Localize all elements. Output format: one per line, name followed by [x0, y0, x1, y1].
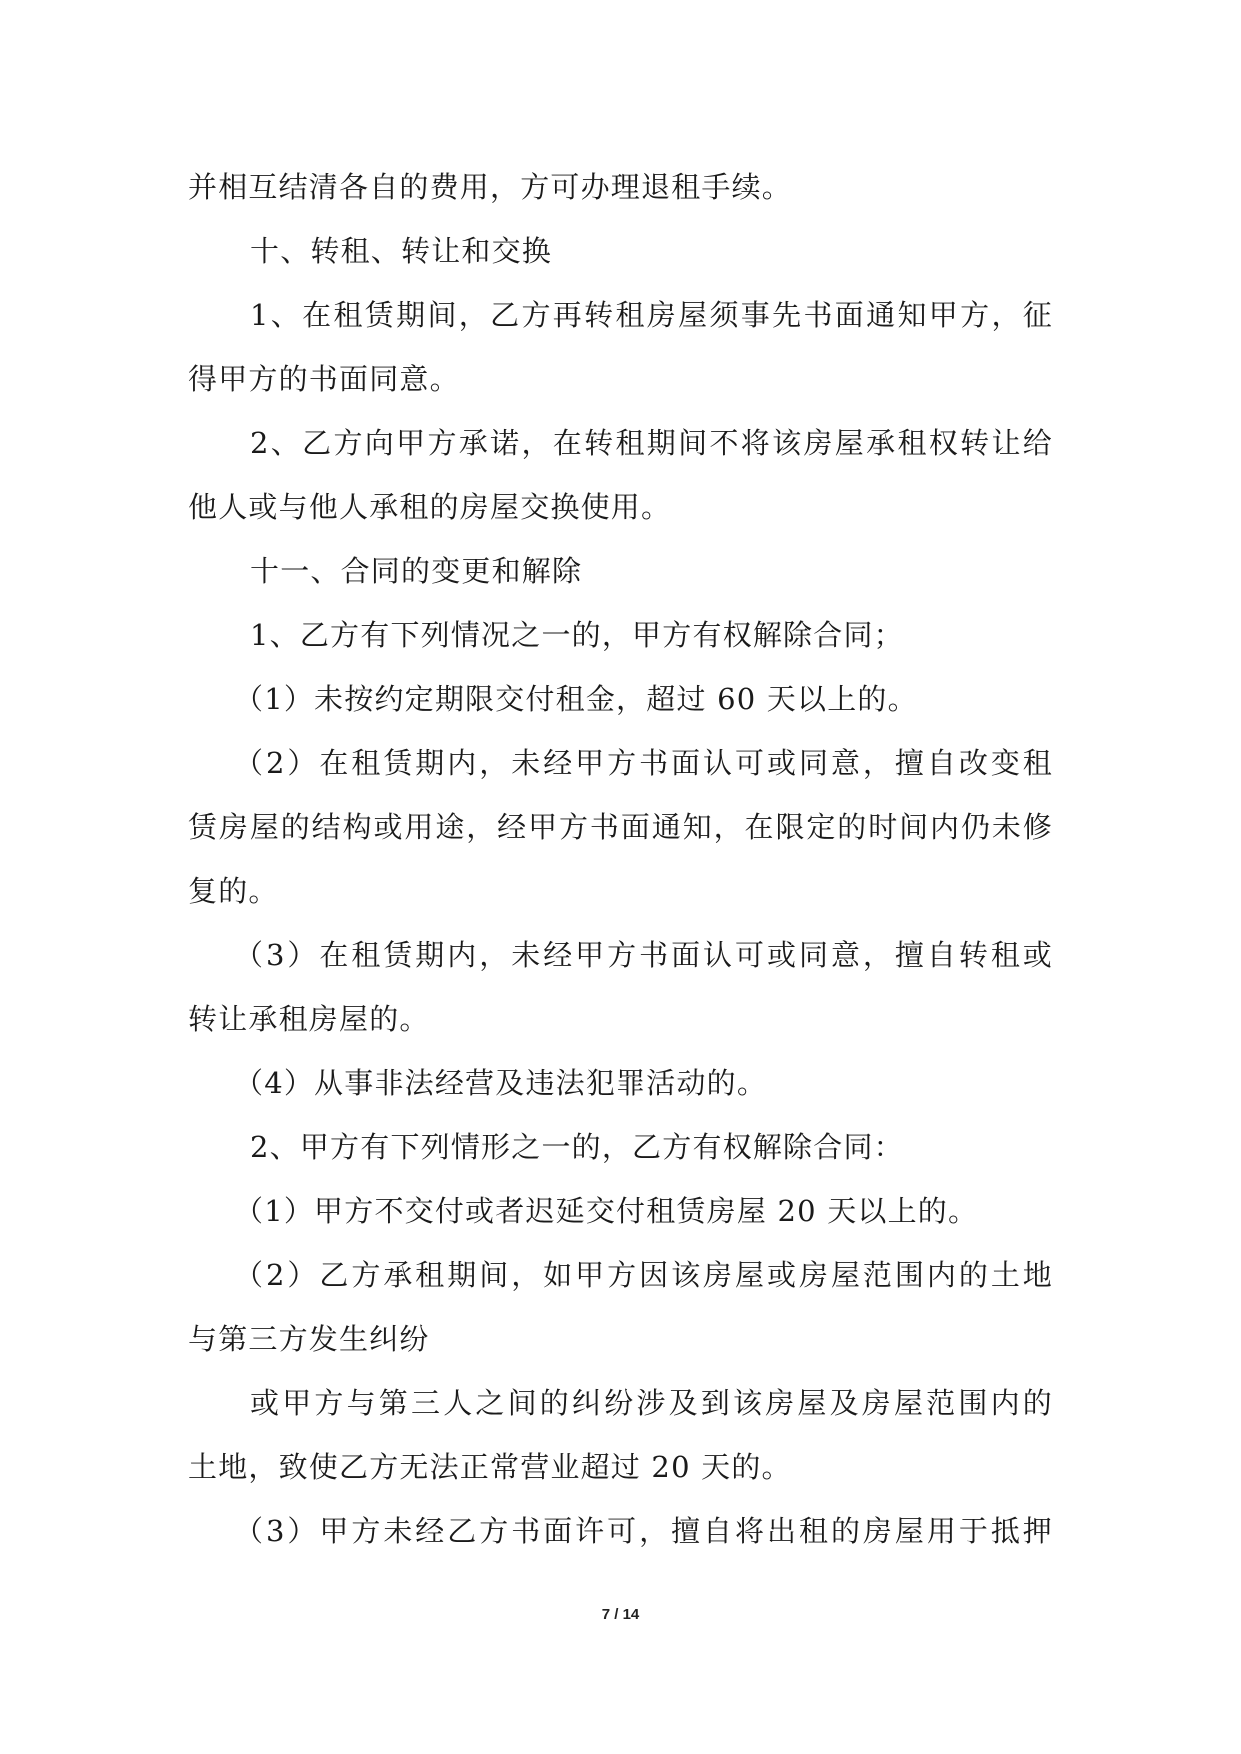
page-number: 7 / 14: [601, 1606, 640, 1623]
text-line: 转让承租房屋的。: [188, 1002, 430, 1036]
text-line: 2、甲方有下列情形之一的，乙方有权解除合同：: [250, 1130, 904, 1164]
text-line: 2、乙方向甲方承诺，在转租期间不将该房屋承租权转让给: [250, 426, 1053, 460]
text-line: 赁房屋的结构或用途，经甲方书面通知，在限定的时间内仍未修: [188, 810, 1053, 844]
section-heading: 十、转租、转让和交换: [250, 234, 553, 268]
text-line: 土地，致使乙方无法正常营业超过 20 天的。: [188, 1450, 792, 1484]
text-line: 他人或与他人承租的房屋交换使用。: [188, 490, 672, 524]
list-item: （3）甲方未经乙方书面许可，擅自将出租的房屋用于抵押: [234, 1514, 1053, 1548]
text-line: 得甲方的书面同意。: [188, 362, 460, 396]
text-line: 1、乙方有下列情况之一的，甲方有权解除合同；: [250, 618, 904, 652]
text-line: 并相互结清各自的费用，方可办理退租手续。: [188, 170, 793, 204]
section-heading: 十一、合同的变更和解除: [250, 554, 583, 588]
list-item: （4）从事非法经营及违法犯罪活动的。: [234, 1066, 768, 1100]
list-item: （2）乙方承租期间，如甲方因该房屋或房屋范围内的土地: [234, 1258, 1053, 1292]
list-item: （1）甲方不交付或者迟延交付租赁房屋 20 天以上的。: [234, 1194, 979, 1228]
text-line: 复的。: [188, 874, 279, 908]
text-line: 与第三方发生纠纷: [188, 1322, 430, 1356]
list-item: （3）在租赁期内，未经甲方书面认可或同意，擅自转租或: [234, 938, 1053, 972]
text-line: 1、在租赁期间，乙方再转租房屋须事先书面通知甲方，征: [250, 298, 1053, 332]
document-body: [188, 155, 1053, 1563]
list-item: （2）在租赁期内，未经甲方书面认可或同意，擅自改变租: [234, 746, 1053, 780]
list-item: （1）未按约定期限交付租金，超过 60 天以上的。: [234, 682, 918, 716]
text-line: 或甲方与第三人之间的纠纷涉及到该房屋及房屋范围内的: [250, 1386, 1053, 1420]
